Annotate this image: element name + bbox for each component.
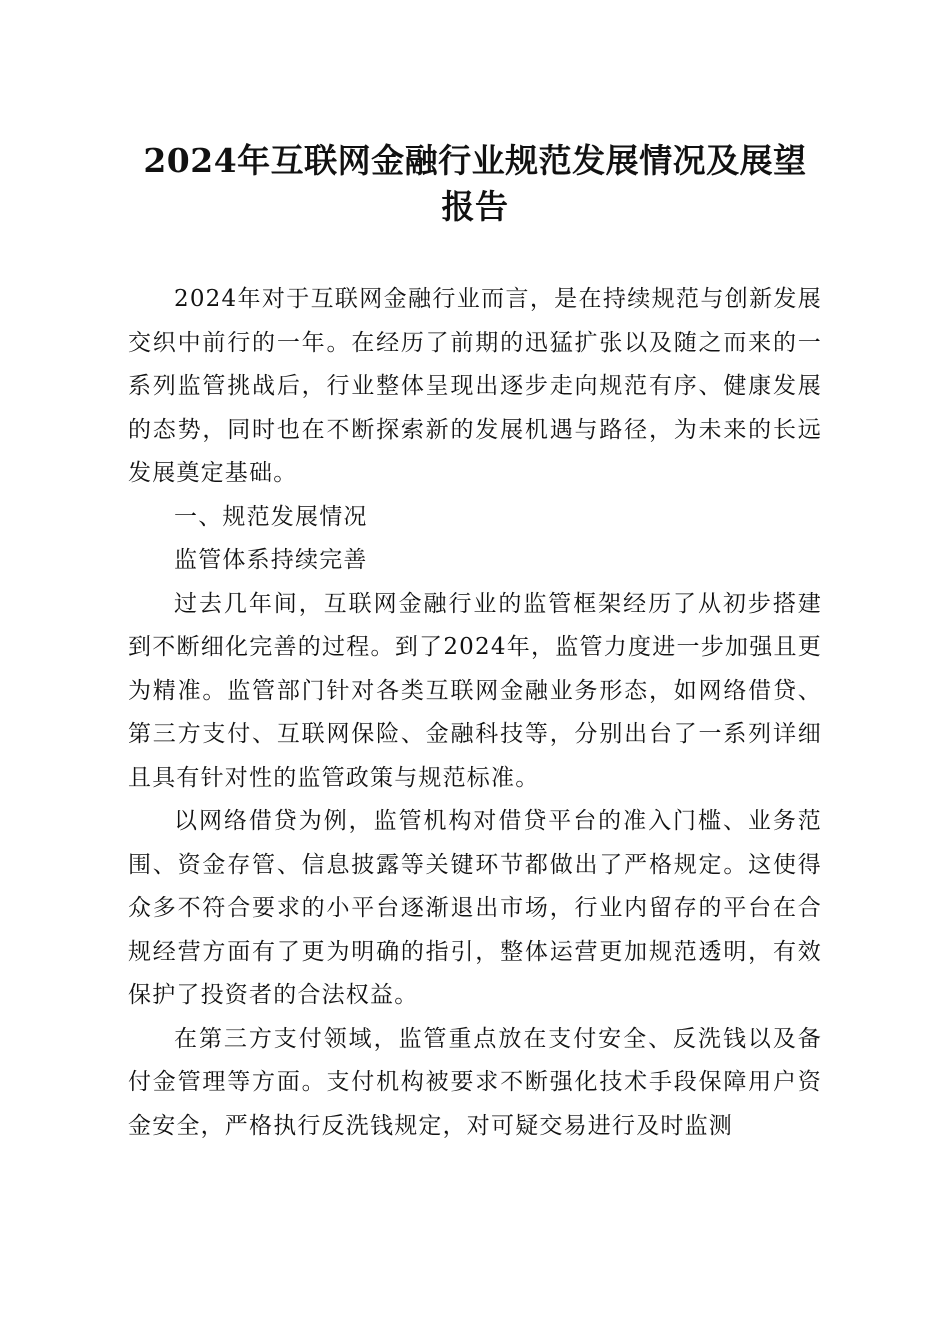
- title-line-2: 报告: [441, 187, 509, 226]
- body-paragraph-1: 过去几年间，互联网金融行业的监管框架经历了从初步搭建到不断细化完善的过程。到了2024年，监管力度进一步加强且更为精准。监管部门针对各类互联网金融业务形态，如网络借贷、第三方支付、互联网保险、金融科技等，分别出台了一系列详细且具有针对性的监管政策与规范标准。: [128, 590, 822, 791]
- section-heading: 一、规范发展情况: [174, 503, 368, 530]
- title-line-1: 2024年互联网金融行业规范发展情况及展望: [143, 141, 807, 180]
- document-body: [128, 278, 822, 1148]
- document-title: [100, 138, 850, 230]
- intro-paragraph: 2024年对于互联网金融行业而言，是在持续规范与创新发展交织中前行的一年。在经历了前期的迅猛扩张以及随之而来的一系列监管挑战后，行业整体呈现出逐步走向规范有序、健康发展的态势，同时也在不断探索新的发展机遇与路径，为未来的长远发展奠定基础。: [128, 286, 822, 486]
- body-paragraph-3: 在第三方支付领域，监管重点放在支付安全、反洗钱以及备付金管理等方面。支付机构被要求不断强化技术手段保障用户资金安全，严格执行反洗钱规定，对可疑交易进行及时监测: [128, 1025, 822, 1139]
- section-subheading: 监管体系持续完善: [174, 547, 368, 573]
- body-paragraph-2: 以网络借贷为例，监管机构对借贷平台的准入门槛、业务范围、资金存管、信息披露等关键环节都做出了严格规定。这使得众多不符合要求的小平台逐渐退出市场，行业内留存的平台在合规经营方面有了更为明确的指引，整体运营更加规范透明，有效保护了投资者的合法权益。: [128, 808, 822, 1008]
